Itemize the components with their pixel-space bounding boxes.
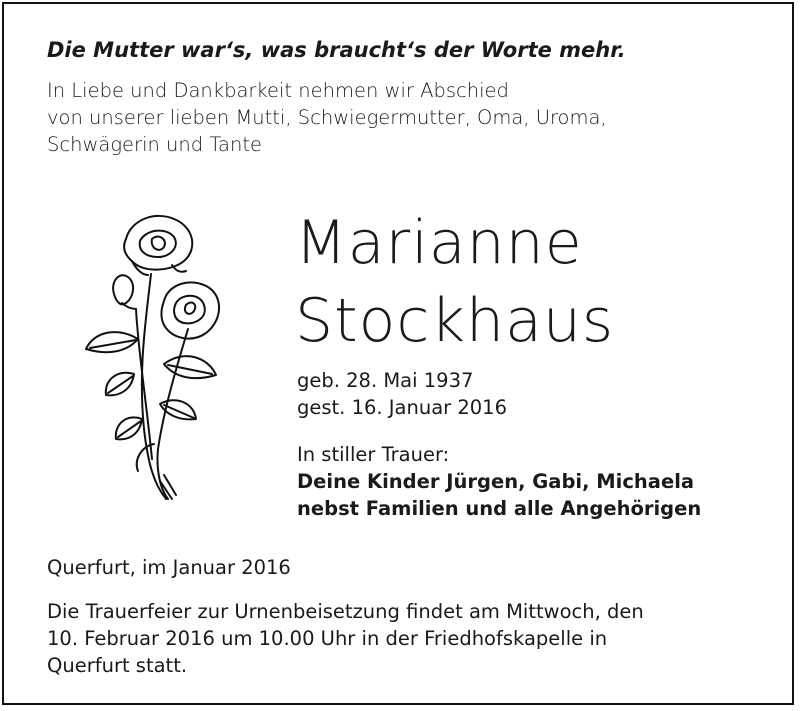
last-name: Stockhaus	[295, 286, 615, 356]
birth-date: geb. 28. Mai 1937	[297, 369, 474, 392]
mourners-line: nebst Familien und alle Angehörigen	[297, 497, 702, 520]
mourning-intro: In stiller Trauer:	[297, 443, 450, 466]
obituary-notice	[2, 2, 794, 705]
intro-line: Schwägerin und Tante	[47, 133, 262, 156]
first-name: Marianne	[295, 208, 583, 278]
funeral-info	[47, 598, 644, 679]
motto-quote: Die Mutter war‘s, was braucht‘s der Worte mehr.	[47, 38, 626, 62]
life-dates	[297, 367, 507, 421]
place-date: Querfurt, im Januar 2016	[47, 556, 291, 579]
roses-illustration-icon	[76, 199, 226, 519]
intro-line: In Liebe und Dankbarkeit nehmen wir Abschied	[47, 79, 509, 102]
funeral-line: 10. Februar 2016 um 10.00 Uhr in der Friedhofskapelle in	[47, 627, 608, 650]
mourners-block	[297, 441, 701, 522]
funeral-line: Die Trauerfeier zur Urnenbeisetzung findet am Mittwoch, den	[47, 600, 644, 623]
deceased-name	[295, 204, 614, 360]
intro-text	[47, 77, 747, 158]
intro-line: von unserer lieben Mutti, Schwiegermutter, Oma, Uroma,	[47, 106, 607, 129]
funeral-line: Querfurt statt.	[47, 654, 188, 677]
death-date: gest. 16. Januar 2016	[297, 396, 507, 419]
mourners-line: Deine Kinder Jürgen, Gabi, Michaela	[297, 470, 695, 493]
